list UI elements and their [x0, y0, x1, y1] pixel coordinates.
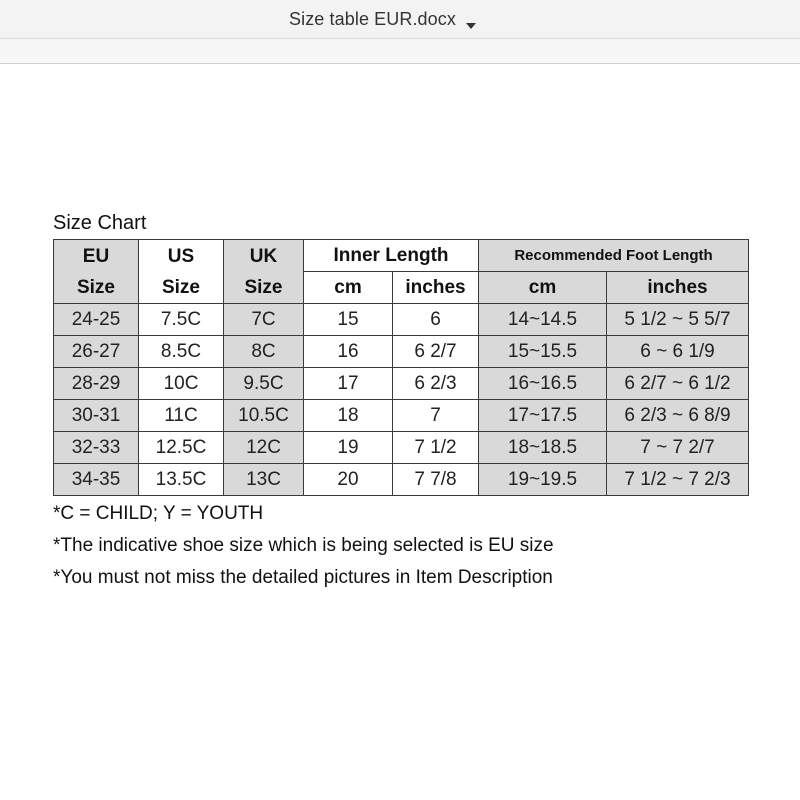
cell-foot-inches: 7 ~ 7 2/7	[607, 432, 749, 464]
note-item-description: *You must not miss the detailed pictures in Item Description	[53, 567, 553, 588]
note-eu-size: *The indicative shoe size which is being selected is EU size	[53, 535, 554, 556]
cell-foot-inches: 5 1/2 ~ 5 5/7	[607, 304, 749, 336]
cell-uk-size: 12C	[224, 432, 304, 464]
table-row	[54, 464, 749, 496]
cell-eu-size: 32-33	[54, 432, 139, 464]
cell-uk-size: 7C	[224, 304, 304, 336]
cell-inner-cm: 19	[304, 432, 393, 464]
cell-foot-cm: 17~17.5	[479, 400, 607, 432]
cell-foot-inches: 6 ~ 6 1/9	[607, 336, 749, 368]
header-uk-label: UK	[249, 245, 278, 267]
header-inner-cm: cm	[304, 272, 393, 304]
size-table	[53, 239, 749, 496]
cell-us-size: 12.5C	[139, 432, 224, 464]
toolbar-strip	[0, 38, 800, 64]
cell-uk-size: 8C	[224, 336, 304, 368]
header-foot-cm: cm	[479, 272, 607, 304]
cell-inner-inches: 7	[393, 400, 479, 432]
cell-uk-size: 13C	[224, 464, 304, 496]
table-header-row	[54, 240, 749, 272]
table-row	[54, 432, 749, 464]
table-row	[54, 336, 749, 368]
cell-eu-size: 26-27	[54, 336, 139, 368]
cell-us-size: 13.5C	[139, 464, 224, 496]
cell-inner-inches: 6	[393, 304, 479, 336]
header-us-label: US	[167, 245, 195, 267]
cell-foot-cm: 14~14.5	[479, 304, 607, 336]
header-inner-inches: inches	[393, 272, 479, 304]
cell-foot-inches: 6 2/7 ~ 6 1/2	[607, 368, 749, 400]
cell-foot-inches: 6 2/3 ~ 6 8/9	[607, 400, 749, 432]
header-us-size	[139, 240, 224, 304]
cell-inner-cm: 15	[304, 304, 393, 336]
cell-us-size: 7.5C	[139, 304, 224, 336]
cell-inner-cm: 18	[304, 400, 393, 432]
title-bar	[0, 0, 800, 38]
cell-us-size: 8.5C	[139, 336, 224, 368]
header-uk-size	[224, 240, 304, 304]
cell-foot-inches: 7 1/2 ~ 7 2/3	[607, 464, 749, 496]
cell-foot-cm: 18~18.5	[479, 432, 607, 464]
header-uk-size-label: Size	[244, 276, 283, 298]
cell-us-size: 11C	[139, 400, 224, 432]
header-eu-size	[54, 240, 139, 304]
table-row	[54, 400, 749, 432]
header-foot-length: Recommended Foot Length	[479, 240, 749, 272]
cell-eu-size: 30-31	[54, 400, 139, 432]
header-foot-inches: inches	[607, 272, 749, 304]
document-page	[0, 64, 800, 800]
chevron-down-icon	[466, 16, 476, 22]
cell-inner-cm: 16	[304, 336, 393, 368]
cell-us-size: 10C	[139, 368, 224, 400]
cell-inner-inches: 7 7/8	[393, 464, 479, 496]
header-eu-label: EU	[82, 245, 110, 267]
cell-eu-size: 24-25	[54, 304, 139, 336]
cell-inner-inches: 6 2/3	[393, 368, 479, 400]
document-title: Size table EUR.docx	[289, 8, 456, 29]
note-child-youth: *C = CHILD; Y = YOUTH	[53, 503, 264, 524]
cell-inner-cm: 17	[304, 368, 393, 400]
cell-eu-size: 34-35	[54, 464, 139, 496]
table-row	[54, 304, 749, 336]
cell-foot-cm: 15~15.5	[479, 336, 607, 368]
table-row	[54, 368, 749, 400]
cell-foot-cm: 16~16.5	[479, 368, 607, 400]
cell-inner-cm: 20	[304, 464, 393, 496]
chart-title: Size Chart	[53, 212, 147, 234]
cell-uk-size: 9.5C	[224, 368, 304, 400]
cell-inner-inches: 7 1/2	[393, 432, 479, 464]
cell-foot-cm: 19~19.5	[479, 464, 607, 496]
header-eu-size-label: Size	[76, 276, 116, 298]
cell-inner-inches: 6 2/7	[393, 336, 479, 368]
header-inner-length: Inner Length	[304, 240, 479, 272]
header-us-size-label: Size	[161, 276, 201, 298]
notes	[53, 502, 554, 598]
document-title-dropdown[interactable]	[289, 9, 476, 30]
cell-eu-size: 28-29	[54, 368, 139, 400]
cell-uk-size: 10.5C	[224, 400, 304, 432]
